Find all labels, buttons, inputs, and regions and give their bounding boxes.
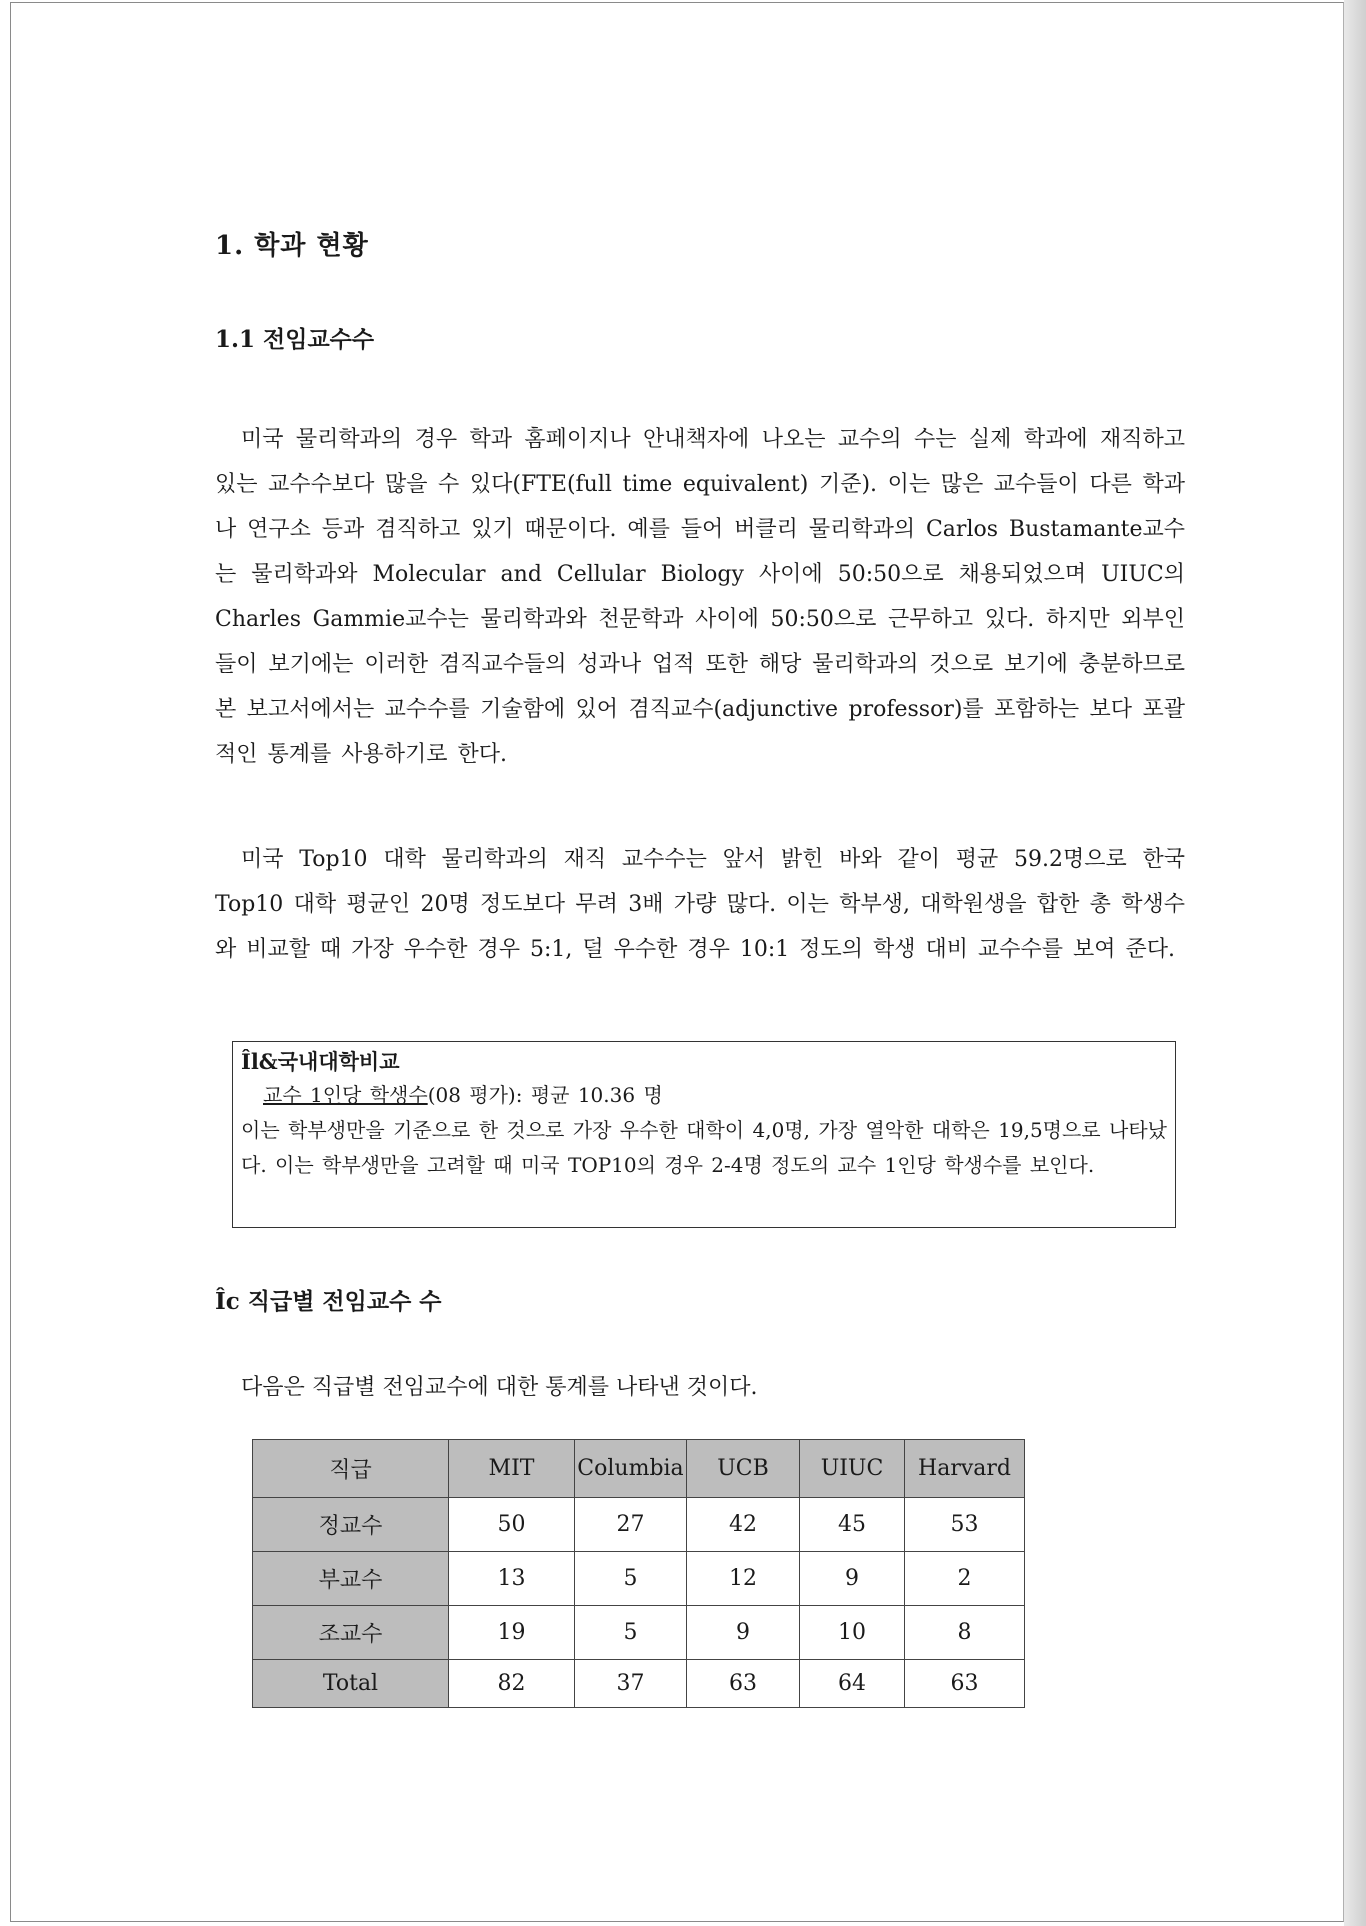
table-row-label: 조교수: [253, 1606, 449, 1660]
table-cell: 5: [575, 1552, 687, 1606]
table-cell: 63: [687, 1660, 800, 1708]
box-body-text: 이는 학부생만을 기준으로 한 것으로 가장 우수한 대학이 4,0명, 가장 열악한 대학은 19,5명으로 나타났다. 이는 학부생만을 고려할 때 미국 TOP10의 경우 2-4명 정도의 교수 1인당 학생수를 보인다.: [241, 1118, 1167, 1177]
domestic-comparison-box: [232, 1041, 1176, 1228]
table-cell: 19: [449, 1606, 575, 1660]
page-edge-shadow: [1344, 0, 1366, 1926]
table-cell: 5: [575, 1606, 687, 1660]
table-cell: 2: [905, 1552, 1025, 1606]
table-cell: 10: [800, 1606, 905, 1660]
faculty-rank-table: [252, 1439, 1025, 1708]
section-title: 1. 학과 현황: [215, 231, 369, 261]
table-row-label: 정교수: [253, 1498, 449, 1552]
table-cell: 37: [575, 1660, 687, 1708]
table-cell: 50: [449, 1498, 575, 1552]
rank-section-title: Îc 직급별 전임교수 수: [215, 1288, 442, 1315]
box-title: Îl&국내대학비교: [241, 1049, 400, 1074]
table-row: [253, 1552, 1025, 1606]
table-cell: 53: [905, 1498, 1025, 1552]
table-header-cell: UIUC: [800, 1440, 905, 1498]
table-row-label: 부교수: [253, 1552, 449, 1606]
table-header-cell: UCB: [687, 1440, 800, 1498]
document-page: [10, 2, 1344, 1922]
table-cell: 8: [905, 1606, 1025, 1660]
box-summary-value: (08 평가): 평균 10.36 명: [427, 1083, 663, 1107]
table-row: [253, 1498, 1025, 1552]
table-header-cell: Columbia: [575, 1440, 687, 1498]
table-cell: 12: [687, 1552, 800, 1606]
table-header-cell: Harvard: [905, 1440, 1025, 1498]
table-cell: 82: [449, 1660, 575, 1708]
table-cell: 9: [800, 1552, 905, 1606]
table-cell: 45: [800, 1498, 905, 1552]
table-cell: 63: [905, 1660, 1025, 1708]
table-header-row: [253, 1440, 1025, 1498]
paragraph-faculty-fte: 미국 물리학과의 경우 학과 홈페이지나 안내책자에 나오는 교수의 수는 실제 학과에 재직하고 있는 교수수보다 많을 수 있다(FTE(full time equivalent) 기준). 이는 많은 교수들이 다른 학과나 연구소 등과 겸직하고 있기 때문이다. 예를 들어 버클리 물리학과의 Carlos Bustamante교수는 물리학과와 Molecular and Cellular Biology 사이에 50:50으로 채용되었으며 UIUC의 Charles Gammie교수는 물리학과와 천문학과 사이에 50:50으로 근무하고 있다. 하지만 외부인들이 보기에는 이러한 겸직교수들의 성과나 업적 또한 해당 물리학과의 것으로 보기에 충분하므로 본 보고서에서는 교수수를 기술함에 있어 겸직교수(adjunctive professor)를 포함하는 보다 포괄적인 통계를 사용하기로 한다.: [215, 427, 1185, 767]
subsection-title: 1.1 전임교수수: [215, 326, 375, 353]
table-cell: 42: [687, 1498, 800, 1552]
table-row-label: Total: [253, 1660, 449, 1708]
table-cell: 64: [800, 1660, 905, 1708]
box-summary-line: [241, 1078, 1167, 1113]
table-header-cell: MIT: [449, 1440, 575, 1498]
table-row: [253, 1660, 1025, 1708]
table-cell: 13: [449, 1552, 575, 1606]
table-row: [253, 1606, 1025, 1660]
table-header-cell: 직급: [253, 1440, 449, 1498]
table-cell: 9: [687, 1606, 800, 1660]
paragraph-faculty-count: 미국 Top10 대학 물리학과의 재직 교수수는 앞서 밝힌 바와 같이 평균 59.2명으로 한국 Top10 대학 평균인 20명 정도보다 무려 3배 가량 많다. 이는 학부생, 대학원생을 합한 총 학생수와 비교할 때 가장 우수한 경우 5:1, 덜 우수한 경우 10:1 정도의 학생 대비 교수수를 보여 준다.: [215, 847, 1185, 962]
table-cell: 27: [575, 1498, 687, 1552]
table-intro-text: 다음은 직급별 전임교수에 대한 통계를 나타낸 것이다.: [241, 1375, 758, 1400]
box-summary-label: 교수 1인당 학생수: [263, 1083, 428, 1107]
